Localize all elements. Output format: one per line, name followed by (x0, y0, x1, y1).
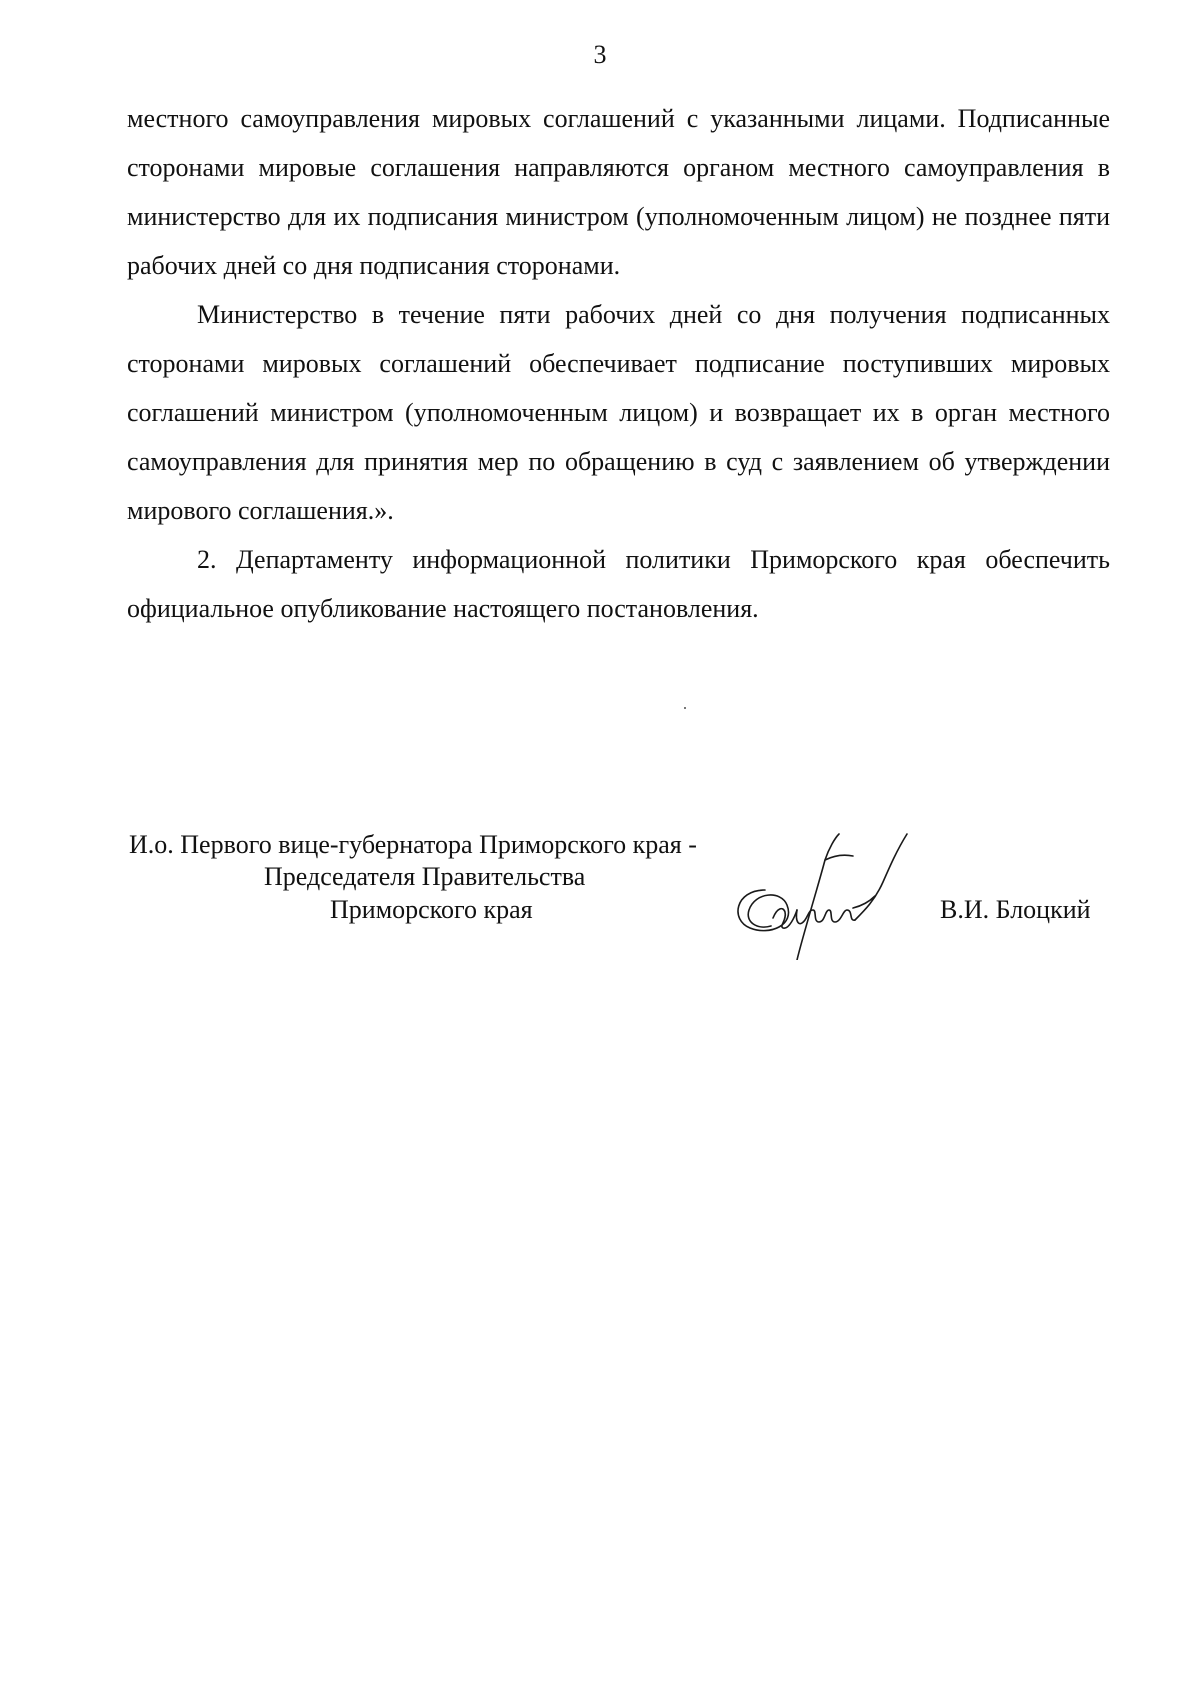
signatory-title-line-2: Председателя Правительства (264, 862, 586, 891)
page-number: 3 (593, 40, 607, 69)
document-body (127, 94, 1110, 633)
paragraph-3: 2. Департаменту информационной политики Приморского края обеспечить официальное опубликование настоящего постановления. (127, 545, 1110, 623)
scan-speck (684, 707, 686, 709)
paragraph-2: Министерство в течение пяти рабочих дней со дня получения подписанных сторонами мировых соглашений обеспечивает подписание поступивших мировых соглашений министром (уполномоченным лицом) и возвращает их в орган местного самоуправления для принятия мер по обращению в суд с заявлением об утверждении мирового соглашения.». (127, 300, 1110, 525)
paragraph-1: местного самоуправления мировых соглашений с указанными лицами. Подписанные сторонами мировые соглашения направляются органом местного самоуправления в министерство для их подписания министром (уполномоченным лицом) не позднее пяти рабочих дней со дня подписания сторонами. (127, 104, 1110, 280)
signatory-name: В.И. Блоцкий (940, 895, 1091, 924)
signatory-title-line-3: Приморского края (330, 895, 533, 924)
signatory-title-line-1: И.о. Первого вице-губернатора Приморского края - (129, 830, 697, 859)
handwritten-signature (725, 830, 945, 960)
